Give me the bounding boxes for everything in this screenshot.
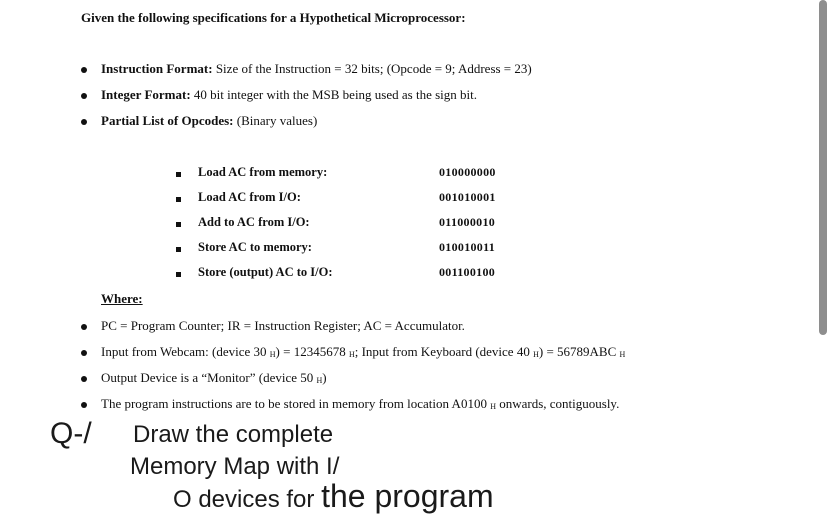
spec-integer-format — [101, 87, 477, 103]
opcode-code: 001100100 — [439, 265, 496, 279]
opcode-code: 011000010 — [439, 215, 496, 229]
question-text: O devices for — [173, 486, 322, 513]
where-line-registers: PC = Program Counter; IR = Instruction Register; AC = Accumulator. — [101, 318, 465, 333]
opcode-name: Load AC from I/O: — [198, 190, 301, 204]
where-line-inputs — [101, 344, 625, 360]
scrollbar[interactable] — [819, 0, 827, 335]
bullet-dot — [81, 119, 87, 125]
where-heading: Where: — [101, 291, 143, 306]
spec-label: Partial List of Opcodes: — [101, 113, 234, 128]
hex-subscript: H — [316, 376, 323, 385]
bullet-dot — [81, 402, 87, 408]
question-line-1: Draw the complete — [133, 421, 334, 448]
spec-label: Instruction Format: — [101, 61, 213, 76]
bullet-dot — [81, 324, 87, 330]
opcode-name: Store AC to memory: — [198, 240, 312, 254]
bullet-dot — [81, 67, 87, 73]
where-line-memory — [101, 396, 619, 412]
opcode-bullet — [176, 172, 181, 177]
opcode-code: 010010011 — [439, 240, 496, 254]
spec-label: Integer Format: — [101, 87, 191, 102]
question-line-2: Memory Map with I/ — [130, 453, 340, 480]
opcode-name: Load AC from memory: — [198, 165, 328, 179]
spec-instruction-format — [101, 61, 532, 77]
text: Input from Webcam: (device 30 — [101, 344, 270, 359]
text: ) = 12345678 — [275, 344, 349, 359]
spec-opcode-list — [101, 113, 317, 129]
text: Output Device is a “Monitor” (device 50 — [101, 370, 317, 385]
hex-subscript: H — [619, 350, 626, 359]
opcode-code: 010000000 — [439, 165, 496, 179]
spec-text: 40 bit integer with the MSB being used as the sign bit. — [190, 87, 477, 102]
text: ) — [322, 370, 327, 385]
text: ; Input from Keyboard (device 40 — [354, 344, 534, 359]
opcode-bullet — [176, 247, 181, 252]
spec-text: Size of the Instruction = 32 bits; (Opcode = 9; Address = 23) — [212, 61, 532, 76]
question-line-3 — [173, 478, 494, 515]
text: ) = 56789ABC — [538, 344, 620, 359]
page-title: Given the following specifications for a Hypothetical Microprocessor: — [81, 10, 466, 25]
question-text-large: the program — [321, 478, 494, 514]
opcode-bullet — [176, 197, 181, 202]
text: onwards, contiguously. — [495, 396, 620, 411]
bullet-dot — [81, 376, 87, 382]
where-line-output — [101, 370, 327, 386]
hex-subscript: H — [533, 350, 539, 359]
opcode-code: 001010001 — [439, 190, 496, 204]
opcode-name: Add to AC from I/O: — [198, 215, 310, 229]
hex-subscript: H — [490, 402, 496, 411]
hex-subscript: H — [348, 350, 355, 359]
opcode-name: Store (output) AC to I/O: — [198, 265, 333, 279]
bullet-dot — [81, 350, 87, 356]
hex-subscript: H — [269, 350, 276, 359]
opcode-bullet — [176, 272, 181, 277]
text: The program instructions are to be stored in memory from location A0100 — [101, 396, 491, 411]
opcode-bullet — [176, 222, 181, 227]
bullet-dot — [81, 93, 87, 99]
question-prefix: Q-/ — [50, 417, 92, 450]
spec-text: (Binary values) — [233, 113, 318, 128]
